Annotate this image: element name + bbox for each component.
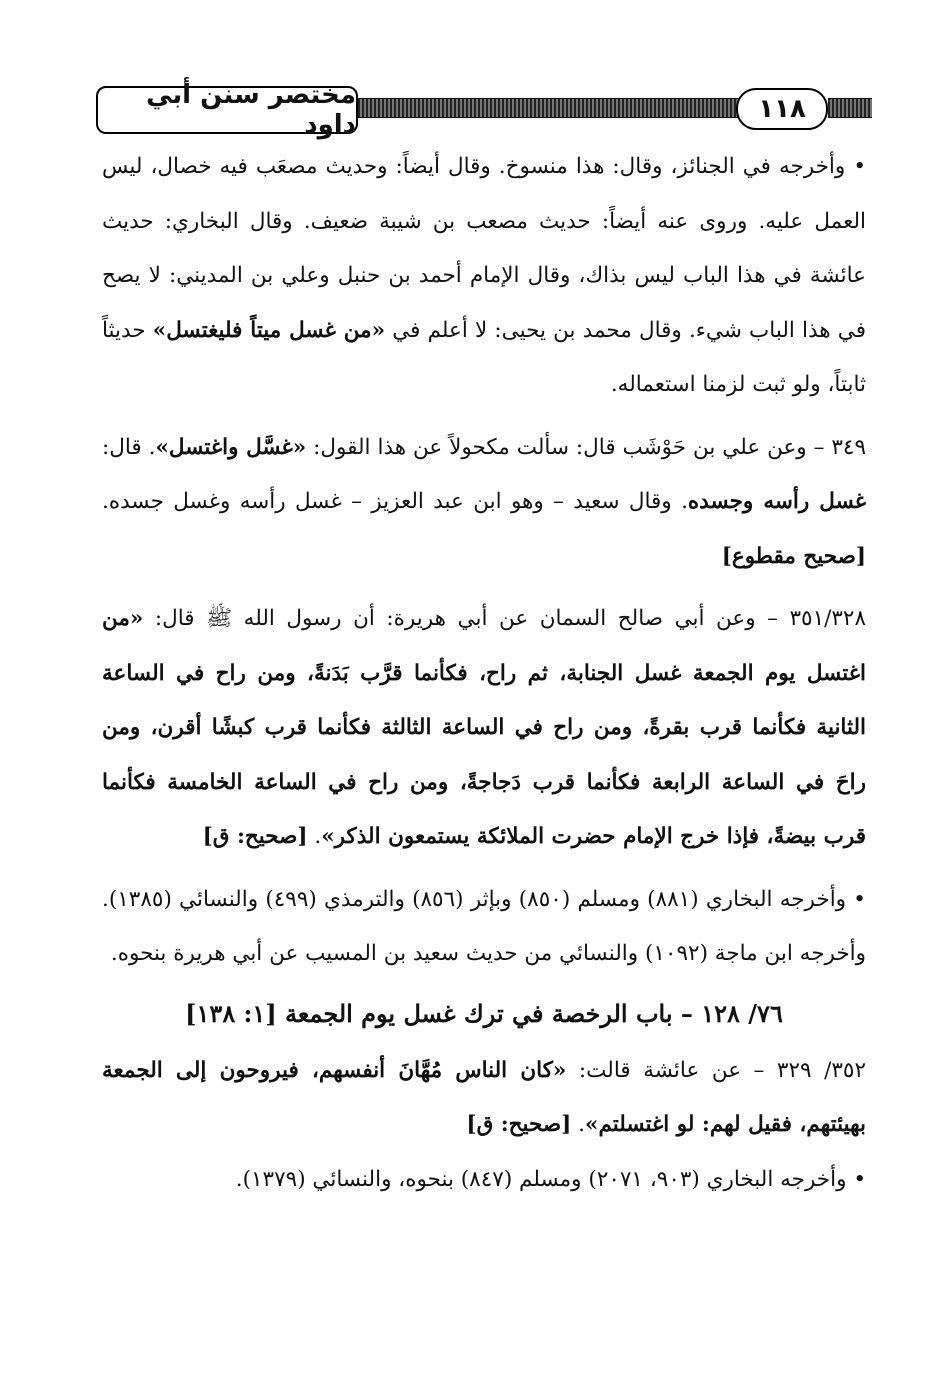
- hadith-paragraph-352: [102, 1044, 866, 1153]
- paragraph-text: . قال:: [102, 434, 156, 460]
- paragraph-text: وأخرجه في الجنائز، وقال: هذا منسوخ. وقال أيضاً: وحديث مصعَب فيه خصال، ليس العمل عليه. وروى عنه أيضاً: حديث مصعب بن شيبة ضعيف. وقال البخاري: حديث عائشة في هذا الباب ليس بذاك، وقال الإمام أحمد بن حنبل وعلي بن المديني: لا يصح في هذا الباب شيء. وقال محمد بن يحيى: لا أعلم في: [102, 154, 867, 343]
- grade-label: [صحيح مقطوع]: [721, 543, 866, 569]
- page-header: [96, 80, 872, 140]
- grade-label: [صحيح: ق]: [202, 824, 308, 849]
- paragraph-text: ٣٥١/٣٢٨ – وعن أبي صالح السمان عن أبي هريرة: أن رسول الله ﷺ قال:: [143, 606, 866, 631]
- hadith-paragraph-351: [102, 592, 866, 865]
- page-body: [102, 140, 866, 1207]
- paragraph-text: حديثاً ثابتاً، ولو ثبت لزمنا استعماله.: [102, 317, 866, 397]
- hadith-quote: «غسَّل واغتسل»: [155, 434, 307, 460]
- paragraph-text: وأخرجه البخاري (٨٨١) ومسلم (٨٥٠) وبإثر (٨٥٦) والترمذي (٤٩٩) والنسائي (١٣٨٥). وأخرجه ابن ماجة (١٠٩٢) والنسائي من حديث سعيد بن المسيب عن أبي هريرة بنحوه.: [102, 886, 866, 966]
- header-ornament-bar-end: [828, 98, 872, 118]
- paragraph-text: ٣٥٢/ ٣٢٩ – عن عائشة قالت:: [566, 1057, 867, 1083]
- bullet-marker: •: [853, 886, 866, 912]
- hadith-quote: «من اغتسل يوم الجمعة غسل الجنابة، ثم راح، فكأنما قرَّب بَدَنةً، ومن راح في الساعة الثانية فكأنما قرب بقرةً، ومن راح في الساعة الثالثة فكأنما قرب كبشًا أقرن، ومن راحَ في الساعة الرابعة فكأنما قرب دَجاجةً، ومن راح في الساعة الخامسة فكأنما قرب بيضةً، فإذا خرج الإمام حضرت الملائكة يستمعون الذكر»: [102, 606, 866, 849]
- bullet-marker: •: [853, 154, 866, 179]
- paragraph-text: ٣٤٩ – وعن علي بن حَوْشَب قال: سألت مكحولاً عن هذا القول:: [306, 434, 866, 460]
- hadith-quote: «كان الناس مُهَّانَ أنفسهم، فيروحون إلى الجمعة بهيئتهم، فقيل لهم: لو اغتسلتم»: [102, 1057, 866, 1137]
- paragraph-text: وأخرجه البخاري (٩٠٣، ٢٠٧١) ومسلم (٨٤٧) بنحوه، والنسائي (١٣٧٩).: [235, 1166, 847, 1192]
- paragraph-text: .: [307, 824, 322, 849]
- book-title: مختصر سنن أبي داود: [96, 86, 358, 134]
- grade-label: [صحيح: ق]: [466, 1112, 572, 1137]
- commentary-paragraph-1: [102, 140, 866, 413]
- header-ornament-bar: [346, 98, 752, 118]
- bullet-marker: •: [853, 1166, 866, 1192]
- hadith-paragraph-349: [102, 421, 866, 585]
- hadith-quote: غسل رأسه وجسده: [687, 489, 866, 514]
- page-number: ١١٨: [736, 88, 828, 130]
- hadith-quote: «من غسل ميتاً فليغتسل»: [152, 317, 386, 343]
- commentary-paragraph-2: [102, 873, 866, 982]
- chapter-heading: ٧٦/ ١٢٨ – باب الرخصة في ترك غسل يوم الجمعة [١: ١٣٨]: [185, 998, 783, 1028]
- commentary-paragraph-3: [102, 1153, 866, 1208]
- paragraph-text: . وقال سعيد – وهو ابن عبد العزيز – غسل رأسه وغسل جسده.: [102, 489, 688, 514]
- paragraph-text: .: [571, 1112, 586, 1137]
